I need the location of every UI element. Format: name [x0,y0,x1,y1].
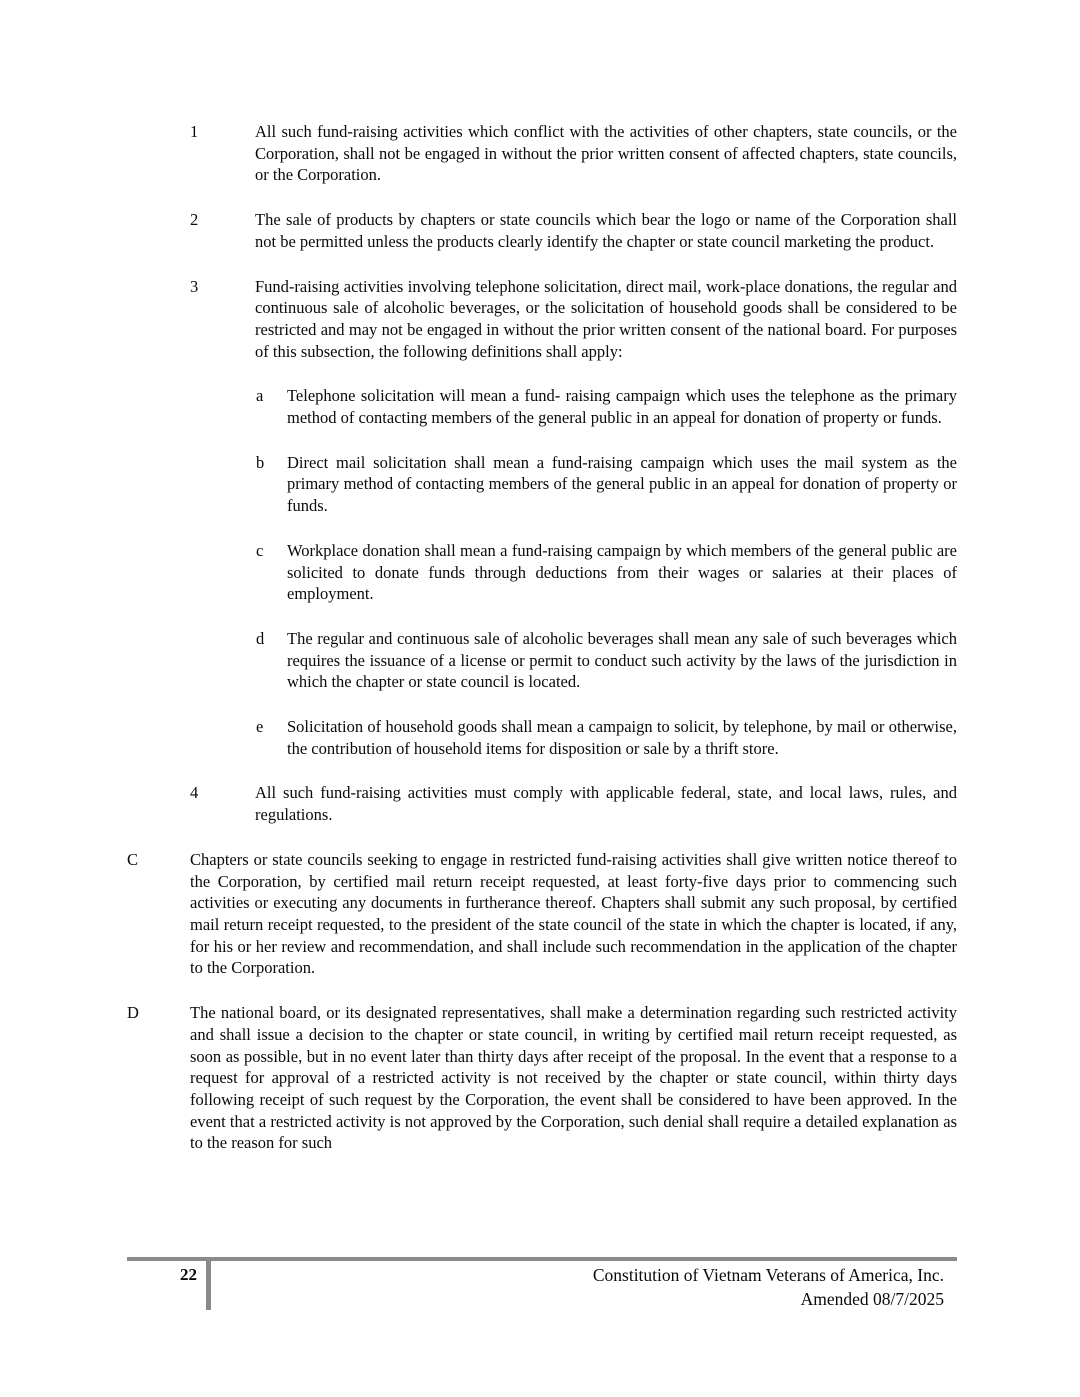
sub-item-b [256,452,957,517]
lettered-item-D [127,1002,957,1154]
item-text: The regular and continuous sale of alcoholic beverages shall mean any sale of such beverages which requires the issuance of a license or permit to conduct such activity by the laws of the jurisdiction in which the chapter or state council is located. [287,628,957,692]
sub-item-d [256,628,957,693]
item-marker: d [256,628,265,648]
item-text: Workplace donation shall mean a fund-raising campaign by which members of the general public are solicited to donate funds through deductions from their wages or salaries at their places of employment. [287,540,957,604]
item-text: All such fund-raising activities must comply with applicable federal, state, and local laws, rules, and regulations. [255,783,957,825]
item-text: The sale of products by chapters or state councils which bear the logo or name of the Corporation shall not be permitted unless the products clearly identify the chapter or state council marketing the product. [255,210,957,251]
numbered-item-1 [190,121,957,186]
item-text: Fund-raising activities involving telephone solicitation, direct mail, work-place donations, the regular and continuous sale of alcoholic beverages, or the solicitation of household goods shall be considered to be restricted and may not be engaged in without the prior written consent of the national board. For purposes of this subsection, the following definitions shall apply: [255,276,957,361]
lettered-item-C [127,849,957,979]
item-marker: 2 [190,210,199,230]
item-marker: c [256,540,264,560]
sub-item-a [256,385,957,428]
footer-title: Constitution of Vietnam Veterans of America, Inc. [592,1265,944,1285]
sub-item-e [256,716,957,759]
item-marker: 1 [190,122,199,141]
sub-item-c [256,540,957,605]
page-number: 22 [180,1265,197,1284]
item-marker: a [256,386,264,406]
footer-text [211,1261,957,1311]
item-marker: b [256,452,265,472]
footer-row [127,1261,957,1311]
item-text: Direct mail solicitation shall mean a fund-raising campaign which uses the mail system as the primary method of contacting members of the general public in an appeal for donation of property or funds. [287,452,957,516]
item-text: Telephone solicitation will mean a fund- raising campaign which uses the telephone as the primary method of contacting members of the general public in an appeal for donation of property or funds. [287,386,957,428]
item-text: Chapters or state councils seeking to engage in restricted fund-raising activities shall give written notice thereof to the Corporation, by certified mail return receipt requested, at least forty-five days prior to commencing such activities or executing any documents in furtherance thereof. Chapters shall submit any such proposal, by certified mail return receipt requested, to the president of the state council of the state in which the chapter is located, if any, for his or her review and recommendation, and shall include such recommendation in the application of the chapter to the Corporation. [190,849,957,978]
numbered-item-4 [190,782,957,825]
item-text: Solicitation of household goods shall mean a campaign to solicit, by telephone, by mail or otherwise, the contribution of household items for disposition or sale by a thrift store. [287,717,957,758]
item-marker: C [127,849,139,869]
item-marker: 3 [190,276,199,296]
numbered-item-2 [190,209,957,252]
item-marker: D [127,1003,139,1023]
footer-amended-date: Amended 08/7/2025 [800,1289,944,1309]
document-body [127,121,957,1177]
item-marker: 4 [190,783,199,803]
numbered-item-3 [190,276,957,363]
item-text: All such fund-raising activities which conflict with the activities of other chapters, state councils, or the Corporation, shall not be engaged in without the prior written consent of affected chapters, state councils, or the Corporation. [255,122,957,185]
item-text: The national board, or its designated representatives, shall make a determination regarding such restricted activity and shall issue a decision to the chapter or state council, in writing by certified mail return receipt requested, as soon as possible, but in no event later than thirty days after receipt of the proposal. In the event that a response to a request for approval of a restricted activity is not received by the chapter or state council, within thirty days following receipt of such request by the Corporation, the event shall be considered to have been approved. In the event that a restricted activity is not approved by the Corporation, such denial shall require a detailed explanation as to the reason for such [190,1003,957,1153]
page-footer [127,1257,957,1311]
item-marker: e [256,717,264,737]
